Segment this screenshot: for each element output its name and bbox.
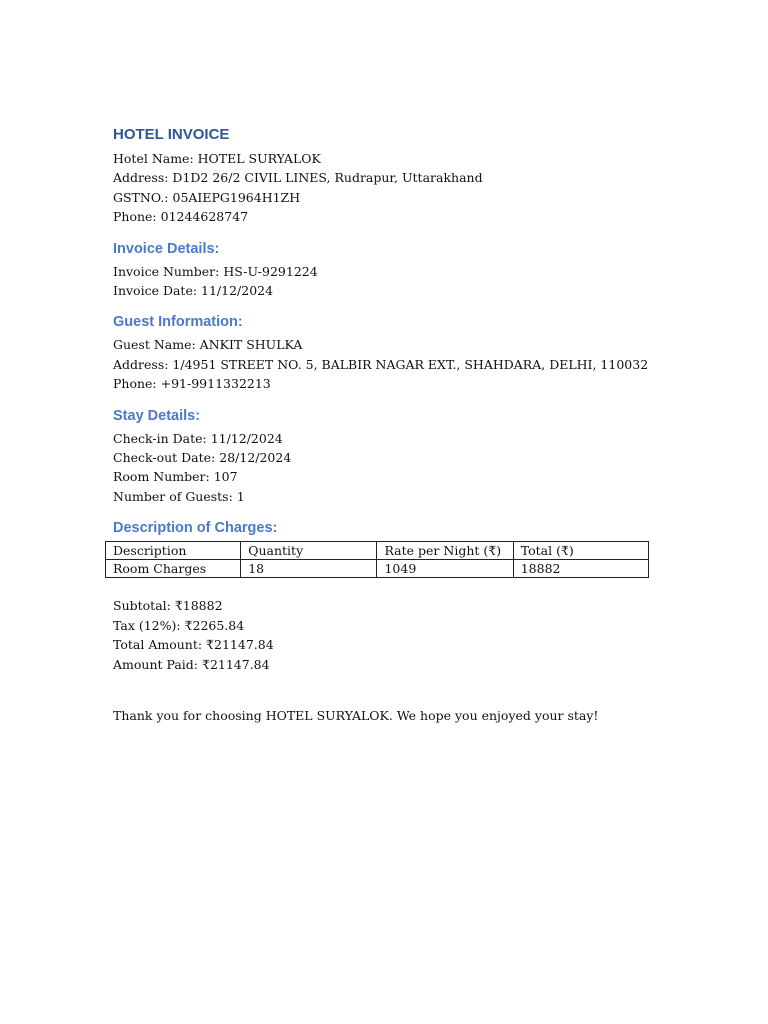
guest-address: Address: 1/4951 STREET NO. 5, BALBIR NAGAR EXT., SHAHDARA, DELHI, 110032 (113, 356, 649, 372)
guest-information-section (113, 312, 653, 393)
number-of-guests: Number of Guests: 1 (113, 488, 245, 504)
invoice-details-heading: Invoice Details: (113, 240, 220, 257)
stay-details-section (113, 406, 653, 507)
charges-heading: Description of Charges: (113, 520, 278, 537)
guest-name: Guest Name: ANKIT SHULKA (113, 337, 303, 353)
check-in-date: Check-in Date: 11/12/2024 (113, 430, 283, 446)
amount-paid: Amount Paid: ₹21147.84 (113, 656, 270, 672)
hotel-gst-number: GSTNO.: 05AIEPG1964H1ZH (113, 189, 301, 205)
invoice-title: HOTEL INVOICE (113, 126, 230, 143)
hotel-name: Hotel Name: HOTEL SURYALOK (113, 151, 321, 166)
invoice-date: Invoice Date: 11/12/2024 (113, 283, 274, 299)
hotel-phone: Phone: 01244628747 (113, 209, 249, 225)
column-header-rate-per-night: Rate per Night (₹) (377, 542, 513, 560)
charges-table-header-row (106, 542, 649, 560)
totals-section (113, 596, 653, 674)
thank-you-message: Thank you for choosing HOTEL SURYALOK. We hope you enjoyed your stay! (113, 707, 599, 723)
room-number: Room Number: 107 (113, 469, 238, 485)
guest-phone: Phone: +91-9911332213 (113, 376, 271, 392)
invoice-page (113, 125, 653, 725)
invoice-number: Invoice Number: HS-U-9291224 (113, 263, 318, 279)
stay-details-heading: Stay Details: (113, 407, 201, 424)
total-amount: Total Amount: ₹21147.84 (113, 637, 274, 653)
subtotal: Subtotal: ₹18882 (113, 598, 223, 614)
cell-total: 18882 (513, 560, 648, 578)
hotel-address: Address: D1D2 26/2 CIVIL LINES, Rudrapur, Uttarakhand (113, 170, 483, 186)
charges-section (113, 518, 653, 578)
cell-description: Room Charges (106, 560, 241, 578)
column-header-description: Description (106, 542, 241, 560)
column-header-total: Total (₹) (513, 542, 648, 560)
cell-rate: 1049 (377, 560, 513, 578)
invoice-details-section (113, 239, 653, 301)
charges-table (105, 541, 649, 578)
column-header-quantity: Quantity (241, 542, 377, 560)
cell-quantity: 18 (241, 560, 377, 578)
check-out-date: Check-out Date: 28/12/2024 (113, 450, 292, 466)
hotel-section (113, 125, 653, 227)
guest-information-heading: Guest Information: (113, 314, 243, 331)
table-row (106, 560, 649, 578)
tax-amount: Tax (12%): ₹2265.84 (113, 617, 245, 633)
